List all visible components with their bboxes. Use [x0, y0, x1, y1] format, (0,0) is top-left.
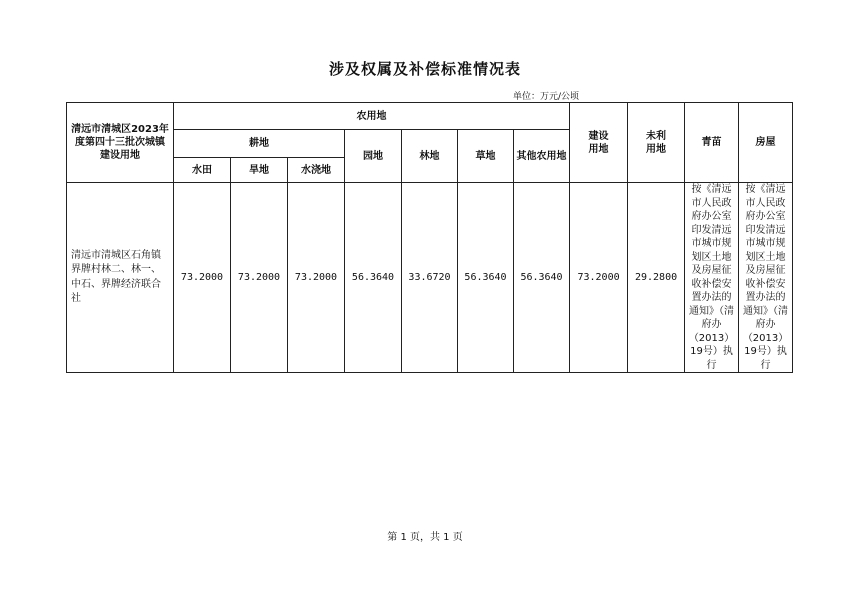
- cultivated-header: 耕地: [174, 130, 345, 158]
- housing-note: 按《清远市人民政府办公室印发清远市城市规划区土地及房屋征收补偿安置办法的通知》（清府办（2013）19号）执行: [739, 183, 793, 373]
- construction-header-text: 建设用地: [588, 130, 609, 155]
- construction-header: [570, 103, 628, 183]
- grass-value: 56.3640: [458, 183, 514, 373]
- other-farm-value: 56.3640: [514, 183, 570, 373]
- seedlings-header: 青苗: [685, 103, 739, 183]
- table-row: [67, 183, 793, 373]
- unused-header: [628, 103, 685, 183]
- other-farm-header: 其他农用地: [514, 130, 570, 183]
- document-title: 涉及权属及补偿标准情况表: [328, 60, 521, 78]
- unused-value: 29.2800: [628, 183, 685, 373]
- dry-header: 旱地: [231, 158, 288, 183]
- garden-header: 园地: [345, 130, 402, 183]
- unused-header-text: 未利用地: [646, 130, 667, 155]
- paddy-value: 73.2000: [174, 183, 231, 373]
- housing-header: 房屋: [739, 103, 793, 183]
- forest-value: 33.6720: [402, 183, 458, 373]
- project-header: 清远市清城区2023年度第四十三批次城镇建设用地: [67, 103, 174, 183]
- compensation-table: [66, 102, 793, 373]
- seedlings-note: 按《清远市人民政府办公室印发清远市城市规划区土地及房屋征收补偿安置办法的通知》（清府办（2013）19号）执行: [685, 183, 739, 373]
- irrigated-header: 水浇地: [288, 158, 345, 183]
- garden-value: 56.3640: [345, 183, 402, 373]
- location-cell: 清远市清城区石角镇界牌村林二、林一、中石、界牌经济联合社: [67, 183, 174, 373]
- forest-header: 林地: [402, 130, 458, 183]
- header-row-1: [67, 103, 793, 130]
- farmland-header: 农用地: [174, 103, 570, 130]
- unit-label: 单位：万元/公顷: [513, 92, 580, 102]
- construction-value: 73.2000: [570, 183, 628, 373]
- grass-header: 草地: [458, 130, 514, 183]
- irrigated-value: 73.2000: [288, 183, 345, 373]
- paddy-header: 水田: [174, 158, 231, 183]
- dry-value: 73.2000: [231, 183, 288, 373]
- page-footer: 第 1 页，共 1 页: [387, 532, 463, 543]
